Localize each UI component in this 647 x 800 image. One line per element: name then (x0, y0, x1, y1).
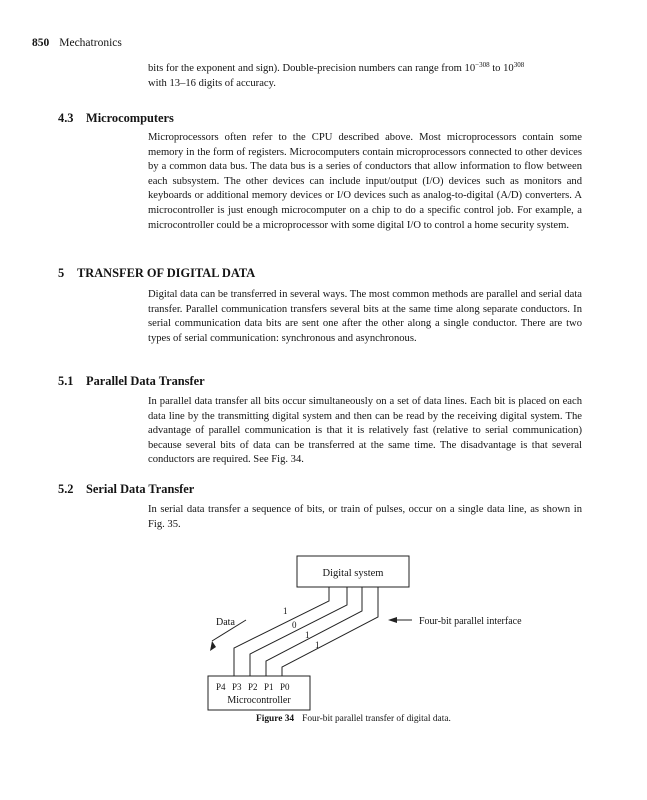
data-label: Data (216, 617, 235, 628)
bit-label-4: 1 (315, 640, 320, 650)
figure-34-caption (256, 714, 451, 724)
data-line-3 (266, 587, 362, 676)
section-4-3-heading (58, 111, 174, 126)
section-5-heading (58, 266, 255, 281)
data-arrow-head (210, 641, 216, 651)
section-5-2-body: In serial data transfer a sequence of bits, or train of pulses, occur on a single data line, as shown in Fig. 35. (148, 504, 582, 530)
port-label-p4: P4 (216, 682, 226, 692)
interface-label: Four-bit parallel interface (419, 616, 522, 627)
section-title: TRANSFER OF DIGITAL DATA (77, 266, 256, 280)
intro-paragraph (148, 62, 582, 91)
intro-text-2: to 10 (489, 63, 514, 74)
bit-label-3: 1 (305, 630, 310, 640)
section-number: 5 (58, 266, 65, 280)
caption-label: Figure 34 (256, 714, 295, 724)
data-line-2 (250, 587, 347, 676)
data-line-1 (234, 587, 329, 676)
microcontroller-label: Microcontroller (227, 695, 291, 706)
section-5-2-heading (58, 482, 194, 497)
section-number: 5.2 (58, 482, 74, 496)
section-5-body: Digital data can be transferred in several ways. The most common methods are parallel and serial data transfer. Parallel communication transfers several bits at the same time along separate conductors. In serial communication data bits are sent one after the other along a single conductor. There are two types of serial communication: synchronous and asynchronous. (148, 289, 582, 344)
running-title: Mechatronics (59, 37, 122, 49)
port-label-p3: P3 (232, 682, 242, 692)
interface-arrow-head (388, 617, 397, 623)
section-title: Microcomputers (86, 111, 174, 125)
section-5-1-heading (58, 374, 205, 389)
section-title: Serial Data Transfer (86, 482, 195, 496)
section-4-3-body: Microprocessors often refer to the CPU described above. Most microprocessors contain some memory in the form of registers. Microcomputers contain microprocessors connected to other devices by a common data bus. The data bus is a series of conductors that allow information to flow between each subsystem. The other devices can include input/output (I/O) devices such as monitors and keyboards or additional memory devices or I/O devices such as analog-to-digital (A/D) converters. A microcontroller is just enough microcomputer on a chip to do a specific control job. For example, a microcontroller could be a microprocessor with some digital I/O to control a home security system. (148, 132, 582, 231)
section-5-1-body: In parallel data transfer all bits occur simultaneously on a set of data lines. Each bit is placed on each data line by the transmitting digital system and then can be read by the receiving digital system. The advantage of parallel communication is that it is relatively fast (relative to serial communication) because several bits of data can be transferred at the same time. The disadvantage is that several conductors are required. See Fig. 34. (148, 396, 582, 466)
intro-exponent-1: −308 (475, 61, 490, 69)
section-number: 4.3 (58, 111, 74, 125)
data-line-4 (282, 587, 378, 676)
intro-text-1: bits for the exponent and sign). Double-precision numbers can range from 10 (148, 63, 476, 74)
section-number: 5.1 (58, 374, 74, 388)
port-label-p2: P2 (248, 682, 258, 692)
digital-system-label: Digital system (322, 568, 384, 579)
bit-label-1: 1 (283, 606, 288, 616)
figure-34-diagram (200, 553, 540, 713)
port-label-p0: P0 (280, 682, 290, 692)
page-number: 850 (32, 37, 50, 49)
caption-text: Four-bit parallel transfer of digital data. (302, 714, 451, 724)
port-label-p1: P1 (264, 682, 274, 692)
bit-label-2: 0 (292, 620, 297, 630)
running-header (32, 37, 122, 49)
section-title: Parallel Data Transfer (86, 374, 205, 388)
intro-text-3: with 13–16 digits of accuracy. (148, 77, 276, 89)
intro-exponent-2: 308 (513, 61, 525, 69)
